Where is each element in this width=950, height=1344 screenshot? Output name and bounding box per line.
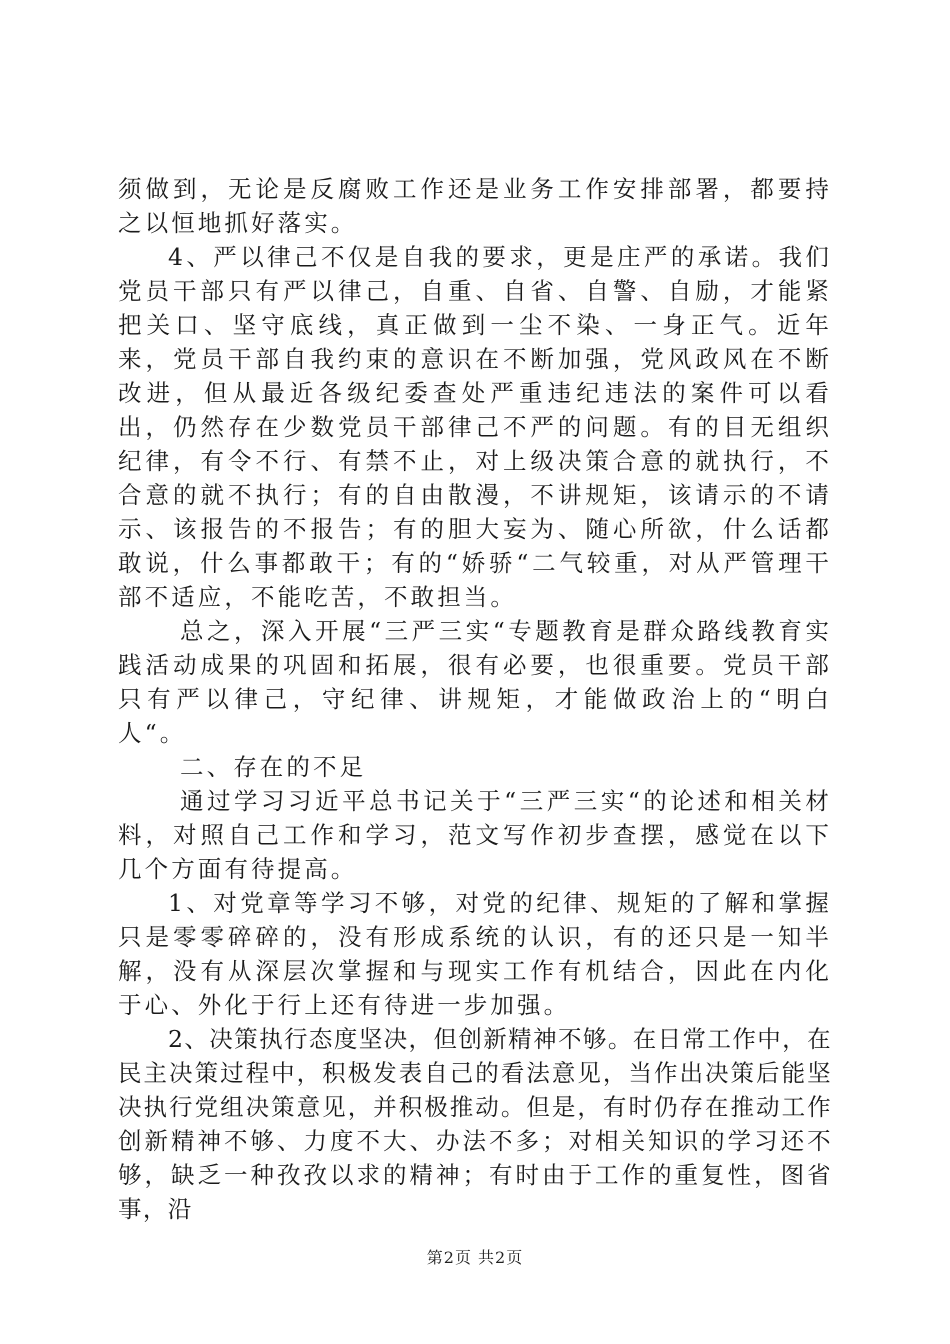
paragraph-item-2: 2、决策执行态度坚决，但创新精神不够。在日常工作中，在民主决策过程中，积极发表自己的看法意见，当作出决策后能坚决执行党组决策意见，并积极推动。但是，有时仍存在推动工作创新精神不够、力度不大、办法不多；对相关知识的学习还不够，缺乏一种孜孜以求的精神；有时由于工作的重复性，图省事，沿 (118, 1025, 832, 1223)
page-number-footer: 第2页 共2页 (426, 1248, 524, 1267)
paragraph-continuation: 须做到，无论是反腐败工作还是业务工作安排部署，都要持之以恒地抓好落实。 (118, 175, 832, 237)
paragraph-summary: 总之，深入开展“三严三实“专题教育是群众路线教育实践活动成果的巩固和拓展，很有必要，也很重要。党员干部只有严以律己，守纪律、讲规矩，才能做政治上的“明白人“。 (118, 617, 832, 747)
paragraph-item-1: 1、对党章等学习不够，对党的纪律、规矩的了解和掌握只是零零碎碎的，没有形成系统的认识，有的还只是一知半解，没有从深层次掌握和与现实工作有机结合，因此在内化于心、外化于行上还有待进一步加强。 (118, 889, 832, 1019)
paragraph-item-4: 4、严以律己不仅是自我的要求，更是庄严的承诺。我们党员干部只有严以律己，自重、自省、自警、自励，才能紧把关口、坚守底线，真正做到一尘不染、一身正气。近年来，党员干部自我约束的意识在不断加强，党风政风在不断改进，但从最近各级纪委查处严重违纪违法的案件可以看出，仍然存在少数党员干部律己不严的问题。有的目无组织纪律，有令不行、有禁不止，对上级决策合意的就执行，不合意的就不执行；有的自由散漫，不讲规矩，该请示的不请示、该报告的不报告；有的胆大妄为、随心所欲，什么话都敢说，什么事都敢干；有的“娇骄“二气较重，对从严管理干部不适应，不能吃苦，不敢担当。 (118, 243, 832, 611)
paragraph-introduction: 通过学习习近平总书记关于“三严三实“的论述和相关材料，对照自己工作和学习，范文写作初步查摆，感觉在以下几个方面有待提高。 (118, 787, 832, 883)
document-body (118, 172, 832, 1226)
section-heading-shortcomings: 二、存在的不足 (180, 753, 367, 781)
